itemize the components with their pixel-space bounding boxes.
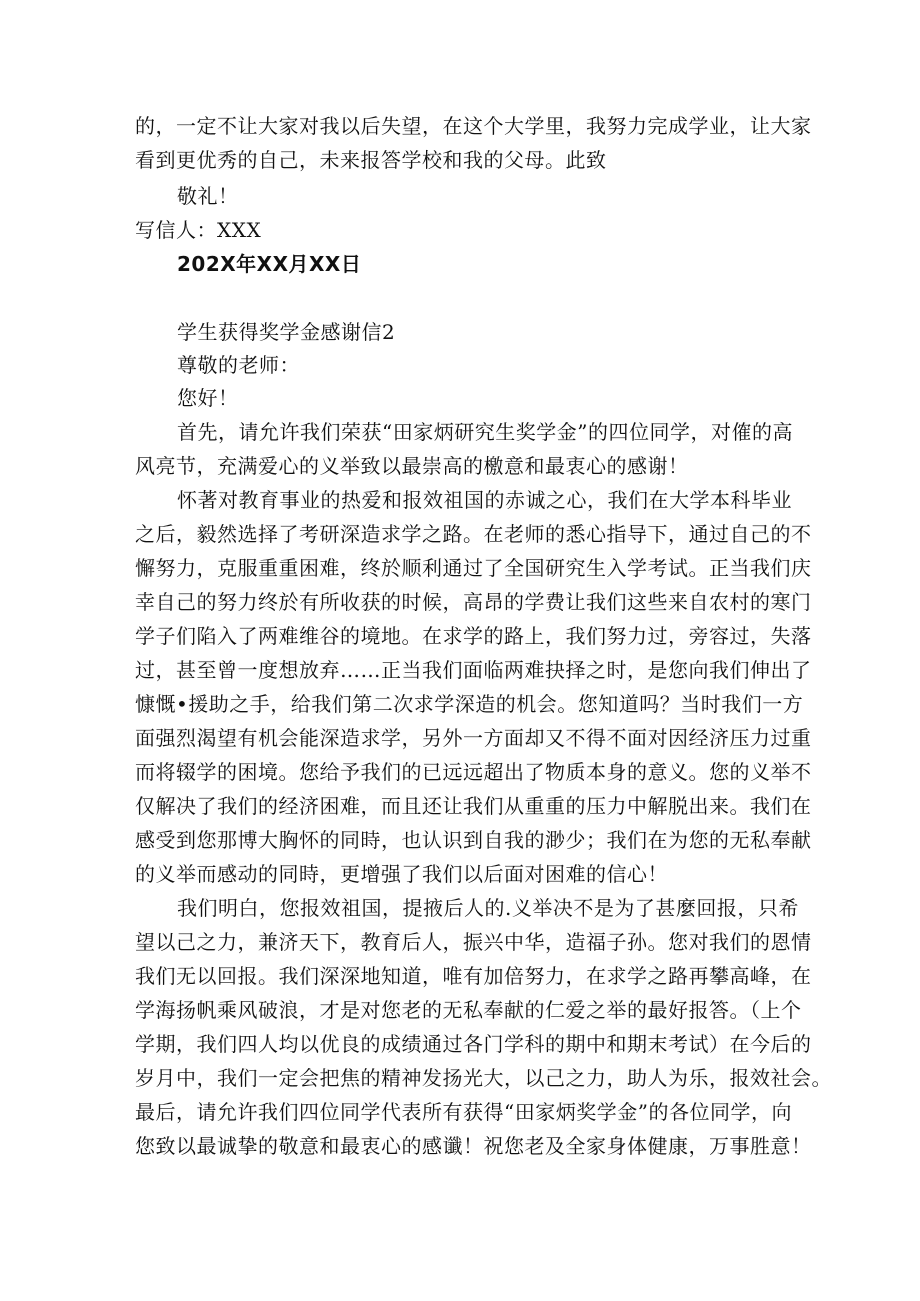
paragraph-line: 懈努力，克服重重困难，终於顺利通过了全国研究生入学考试。正当我们庆	[135, 556, 812, 580]
paragraph-line: 岁月中，我们一定会把焦的精神发扬光大，以己之力，助人为乐，报效社会。	[135, 1066, 832, 1090]
paragraph-line: 风亮节，充满爱心的义举致以最崇高的檄意和最衷心的感谢！	[135, 454, 689, 478]
greeting: 您好！	[177, 386, 239, 410]
paragraph-line: 的，一定不让大家对我以后失望，在这个大学里，我努力完成学业，让大家	[135, 114, 812, 138]
paragraph-line: 慷慨•援助之手，给我们第二次求学深造的机会。您知道吗？当时我们一方	[135, 692, 804, 716]
closing-salute: 敬礼！	[177, 184, 239, 208]
paragraph-line: 仅解决了我们的经济困难，而且还让我们从重重的压力中解脱出来。我们在	[135, 794, 812, 818]
paragraph-line: 面强烈渴望有机会能深造求学，另外一方面却又不得不面对因经济压力过重	[135, 726, 812, 750]
paragraph-line: 过，甚至曾一度想放弃……正当我们面临两难抉择之时，是您向我们伸出了	[135, 658, 812, 682]
paragraph-line: 最后，请允许我们四位同学代表所有获得“田家炳奖学金”的各位同学，向	[135, 1100, 792, 1124]
letter-title: 学生获得奖学金感谢信2	[177, 320, 396, 344]
paragraph-line: 幸自己的努力终於有所收获的时候，高昂的学费让我们这些来自农村的寒门	[135, 590, 812, 614]
paragraph-line: 我们无以回报。我们深深地知道，唯有加倍努力，在求学之路再攀高峰，在	[135, 964, 812, 988]
paragraph-line: 的义举而感动的同時，更增强了我们以后面对困难的信心！	[135, 862, 668, 886]
salutation: 尊敬的老师：	[177, 353, 300, 377]
paragraph-line: 您致以最诚挚的敬意和最衷心的感谶！祝您老及全家身体健康，万事胜意！	[135, 1134, 812, 1158]
paragraph-line: 而将辍学的困境。您给予我们的已远远超出了物质本身的意义。您的义举不	[135, 760, 812, 784]
signature-line: 写信人：XXX	[135, 218, 262, 242]
paragraph-line: 我们明白，您报效祖国，提掖后人的.义举决不是为了甚麼回报，只希	[177, 896, 799, 920]
paragraph-line: 感受到您那博大胸怀的同時，也认识到自我的渺少；我们在为您的无私奉献	[135, 828, 812, 852]
paragraph-line: 学海扬帆乘风破浪，才是对您老的无私奉献的仁爱之举的最好报答。（上个	[135, 998, 802, 1022]
date-line: 202X年XX月XX日	[177, 252, 362, 276]
paragraph-line: 望以己之力，兼济天下，教育后人，振兴中华，造福子孙。您对我们的恩情	[135, 930, 812, 954]
paragraph-line: 学期，我们四人均以优良的成绩通过各门学科的期中和期末考试）在今后的	[135, 1032, 812, 1056]
paragraph-line: 学子们陷入了两难维谷的境地。在求学的路上，我们努力过，旁容过，失落	[135, 624, 812, 648]
paragraph-line: 看到更优秀的自己，未来报答学校和我的父母。此致	[135, 148, 607, 172]
paragraph-line: 之后，毅然选择了考研深造求学之路。在老师的悉心指导下，通过自己的不	[135, 522, 812, 546]
paragraph-line: 怀著对教育事业的热爱和报效祖国的赤诚之心，我们在大学本科毕业	[177, 488, 792, 512]
paragraph-line: 首先，请允许我们荣获“田家炳研究生奖学金”的四位同学，对傕的高	[177, 420, 793, 444]
